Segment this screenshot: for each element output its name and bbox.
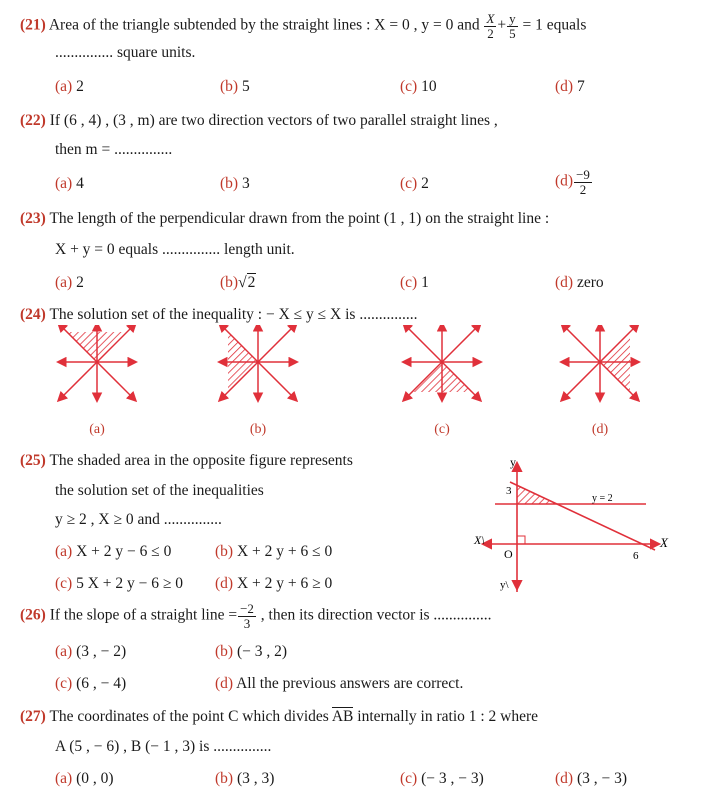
axis-line (442, 325, 480, 362)
option-25-a[interactable]: (a) X + 2 y − 6 ≤ 0 (55, 543, 172, 560)
figure-label-b[interactable]: (b) (249, 422, 267, 437)
option-23-b[interactable]: (b)√2 (220, 274, 256, 291)
option-26-d[interactable]: (d) All the previous answers are correct. (215, 675, 464, 692)
question-26 (20, 602, 492, 630)
question-number: (26) (20, 606, 46, 624)
x-label: X (660, 535, 668, 550)
question-number: (24) (20, 306, 46, 323)
question-number: (25) (20, 452, 46, 469)
axis-line (562, 325, 600, 362)
question-25-line2: the solution set of the inequalities (55, 482, 264, 499)
question-number: (22) (20, 112, 46, 129)
inequality-figure-c[interactable] (404, 325, 480, 400)
coordinate-graph (470, 452, 710, 602)
option-21-d[interactable]: (d) 7 (555, 78, 585, 95)
y-prime-label: y\ (500, 579, 509, 591)
question-21 (20, 12, 586, 40)
option-25-d[interactable]: (d) X + 2 y + 6 ≥ 0 (215, 575, 333, 592)
question-22-line2: then m = ............... (55, 141, 173, 158)
question-22 (20, 112, 498, 130)
axis-line (59, 362, 97, 400)
fraction-minus2-over-3: $\frac{-2}{3}$ (240, 601, 254, 631)
question-number: (21) (20, 16, 46, 34)
question-24 (20, 306, 417, 324)
figure-label-c[interactable]: (c) (434, 422, 450, 437)
option-27-c[interactable]: (c) (− 3 , − 3) (400, 770, 484, 787)
inequality-figures (0, 325, 724, 440)
question-text: Area of the triangle subtended by the straight lines : (48, 16, 371, 34)
question-21-line2: ............... square units. (55, 44, 196, 61)
option-27-b[interactable]: (b) (3 , 3) (215, 770, 275, 787)
line-label: y = 2 (592, 493, 613, 504)
fraction-x-over-2: $\frac{X}{2}$ (486, 11, 495, 41)
option-23-d[interactable]: (d) zero (555, 274, 604, 291)
option-23-a[interactable]: (a) 2 (55, 274, 84, 291)
option-26-a[interactable]: (a) (3 , − 2) (55, 643, 127, 660)
option-22-a[interactable]: (a) 4 (55, 175, 84, 192)
axis-line (404, 325, 442, 362)
inequality-figure-b[interactable] (220, 325, 296, 400)
question-23 (20, 210, 549, 228)
question-text: The length of the perpendicular drawn from the point (1 , 1) on the straight line : (49, 210, 550, 227)
question-23-line2: X + y = 0 equals ............... length unit. (55, 241, 295, 258)
option-25-c[interactable]: (c) 5 X + 2 y − 6 ≥ 0 (55, 575, 184, 592)
option-21-b[interactable]: (b) 5 (220, 78, 250, 95)
plus-sign: + (497, 16, 507, 34)
option-22-d[interactable]: (d) $\frac{-9}{2}$ (555, 167, 590, 197)
y-label: y (510, 455, 516, 469)
axis-line (258, 362, 296, 400)
question-25 (20, 452, 353, 470)
question-27 (20, 708, 538, 726)
question-27-line2: A (5 , − 6) , B (− 1 , 3) is ............... (55, 738, 272, 755)
option-23-c[interactable]: (c) 1 (400, 274, 429, 291)
axis-line (562, 362, 600, 400)
question-text-end: internally in ratio 1 : 2 where (357, 708, 539, 725)
origin-label: O (504, 547, 513, 561)
x-prime-label: X\ (474, 533, 485, 547)
option-26-b[interactable]: (b) (− 3 , 2) (215, 643, 288, 660)
option-26-c[interactable]: (c) (6 , − 4) (55, 675, 127, 692)
inequality-figure-a[interactable] (59, 325, 135, 400)
boundary-line (510, 482, 655, 550)
fraction-minus9-over-2: $\frac{-9}{2}$ (576, 167, 590, 197)
option-21-a[interactable]: (a) 2 (55, 78, 84, 95)
question-number: (23) (20, 210, 46, 227)
segment-ab: AB (331, 708, 354, 725)
equation: X = 0 , y = 0 and (374, 16, 480, 34)
option-22-b[interactable]: (b) 3 (220, 175, 250, 192)
question-text: If the slope of a straight line = (49, 606, 238, 624)
option-25-b[interactable]: (b) X + 2 y + 6 ≤ 0 (215, 543, 333, 560)
figure-label-d[interactable]: (d) (591, 422, 609, 437)
question-text: If (6 , 4) , (3 , m) are two direction vectors of two parallel straight lines , (49, 112, 498, 129)
question-text-end: , then its direction vector is ............... (260, 606, 492, 624)
question-text: The coordinates of the point C which divides (49, 708, 329, 725)
option-21-c[interactable]: (c) 10 (400, 78, 437, 95)
sqrt-icon: √ (238, 274, 247, 291)
option-22-c[interactable]: (c) 2 (400, 175, 429, 192)
fraction-y-over-5: $\frac{y}{5}$ (509, 11, 516, 41)
equation-end: = 1 equals (522, 16, 587, 34)
inequality-figure-d[interactable] (562, 325, 638, 400)
question-25-line3: y ≥ 2 , X ≥ 0 and ............... (55, 511, 222, 528)
axis-line (97, 362, 135, 400)
question-number: (27) (20, 708, 46, 725)
three-label: 3 (506, 485, 512, 497)
six-label: 6 (633, 550, 639, 562)
question-text: The solution set of the inequality : − X ≤ y ≤ X is ............... (49, 306, 418, 323)
option-27-d[interactable]: (d) (3 , − 3) (555, 770, 628, 787)
axis-line (258, 325, 296, 362)
question-text: The shaded area in the opposite figure represents (49, 452, 353, 469)
option-27-a[interactable]: (a) (0 , 0) (55, 770, 114, 787)
figure-label-a[interactable]: (a) (89, 422, 105, 437)
